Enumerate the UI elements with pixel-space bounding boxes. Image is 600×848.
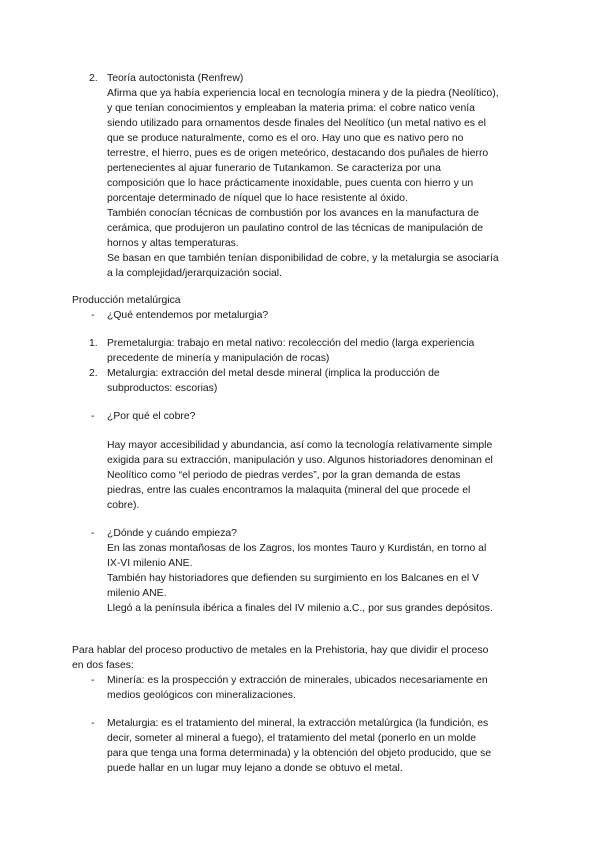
- bullet-text: ¿Qué entendemos por metalurgia?: [107, 310, 269, 321]
- item-title: Teoría autoctonista (Renfrew): [107, 73, 244, 84]
- paragraph-line: que se produce naturalmente, como es el oro. Hay uno que es nativo pero no: [107, 133, 464, 144]
- paragraph-line: pertenecientes al ajuar funerario de Tutankamon. Se caracteriza por una: [107, 163, 441, 174]
- bullet-dash: -: [91, 310, 95, 321]
- paragraph-line: Llegó a la península ibérica a finales del IV milenio a.C., por sus grandes depósitos.: [107, 603, 493, 614]
- list-marker: 1.: [89, 338, 98, 349]
- bullet-dash: -: [91, 675, 95, 686]
- bullet-line: medios geológicos con mineralizaciones.: [107, 690, 296, 701]
- bullet-text: ¿Por qué el cobre?: [107, 411, 196, 422]
- bullet-dash: -: [91, 411, 95, 422]
- bullet-line: Minería: es la prospección y extracción de minerales, ubicados necesariamente en: [107, 675, 488, 686]
- paragraph-line: Afirma que ya había experiencia local en tecnología minera y de la piedra (Neolítico),: [107, 88, 499, 99]
- bullet-dash: -: [91, 528, 95, 539]
- bullet-text: ¿Dónde y cuándo empieza?: [107, 528, 237, 539]
- paragraph-line: hornos y altas temperaturas.: [107, 238, 239, 249]
- section-heading: Producción metalúrgica: [72, 295, 181, 306]
- paragraph-line: Neolítico como “el periodo de piedras verdes”, por la gran demanda de estas: [107, 470, 461, 481]
- bullet-dash: -: [91, 718, 95, 729]
- paragraph-line: Se basan en que también tenían disponibilidad de cobre, y la metalurgia se asociaría: [107, 253, 499, 264]
- paragraph-line: cobre).: [107, 500, 140, 511]
- paragraph-line: exigida para su extracción, manipulación y uso. Algunos historiadores denominan el: [107, 455, 493, 466]
- bullet-line: puede hallar en un lugar muy lejano a donde se obtuvo el metal.: [107, 763, 403, 774]
- list-item-line: precedente de minería y manipulación de rocas): [107, 353, 330, 364]
- paragraph-line: a la complejidad/jerarquización social.: [107, 268, 283, 279]
- paragraph-line: siendo utilizado para ornamentos desde finales del Neolítico (un metal nativo es el: [107, 118, 486, 129]
- bullet-line: Metalurgia: es el tratamiento del mineral, la extracción metalúrgica (la fundición, es: [107, 718, 489, 729]
- paragraph-line: y que tenían conocimientos y empleaban la materia prima: el cobre natico venía: [107, 103, 475, 114]
- list-item-line: subproductos: escorias): [107, 383, 218, 394]
- paragraph-line: terrestre, el hierro, pues es de origen meteórico, destacando dos puñales de hierro: [107, 148, 489, 159]
- paragraph-line: También conocían técnicas de combustión por los avances en la manufactura de: [107, 208, 479, 219]
- paragraph-line: En las zonas montañosas de los Zagros, los montes Tauro y Kurdistán, en torno al: [107, 543, 487, 554]
- paragraph-line: Hay mayor accesibilidad y abundancia, así como la tecnología relativamente simple: [107, 440, 493, 451]
- paragraph-line: cerámica, que produjeron un paulatino control de las técnicas de manipulación de: [107, 223, 484, 234]
- paragraph-line: piedras, entre las cuales encontramos la malaquita (mineral del que procede el: [107, 485, 471, 496]
- paragraph-line: milenio ANE.: [107, 588, 167, 599]
- list-item-line: Premetalurgia: trabajo en metal nativo: recolección del medio (larga experiencia: [107, 338, 475, 349]
- bullet-line: para que tenga una forma determinada) y la obtención del objeto producido, que se: [107, 748, 492, 759]
- paragraph-line: en dos fases:: [72, 660, 134, 671]
- list-marker: 2.: [89, 73, 98, 84]
- list-marker: 2.: [89, 368, 98, 379]
- paragraph-line: composición que lo hace prácticamente inoxidable, pues cuenta con hierro y un: [107, 178, 474, 189]
- paragraph-line: Para hablar del proceso productivo de metales en la Prehistoria, hay que dividir el proceso: [72, 645, 489, 656]
- list-item-line: Metalurgia: extracción del metal desde mineral (implica la producción de: [107, 368, 440, 379]
- paragraph-line: También hay historiadores que defienden su surgimiento en los Balcanes en el V: [107, 573, 479, 584]
- paragraph-line: IX-VI milenio ANE.: [107, 558, 193, 569]
- bullet-line: decir, someter al mineral a fuego), el tratamiento del metal (ponerlo en un molde: [107, 733, 477, 744]
- paragraph-line: porcentaje determinado de níquel que lo hace resistente al óxido.: [107, 193, 408, 204]
